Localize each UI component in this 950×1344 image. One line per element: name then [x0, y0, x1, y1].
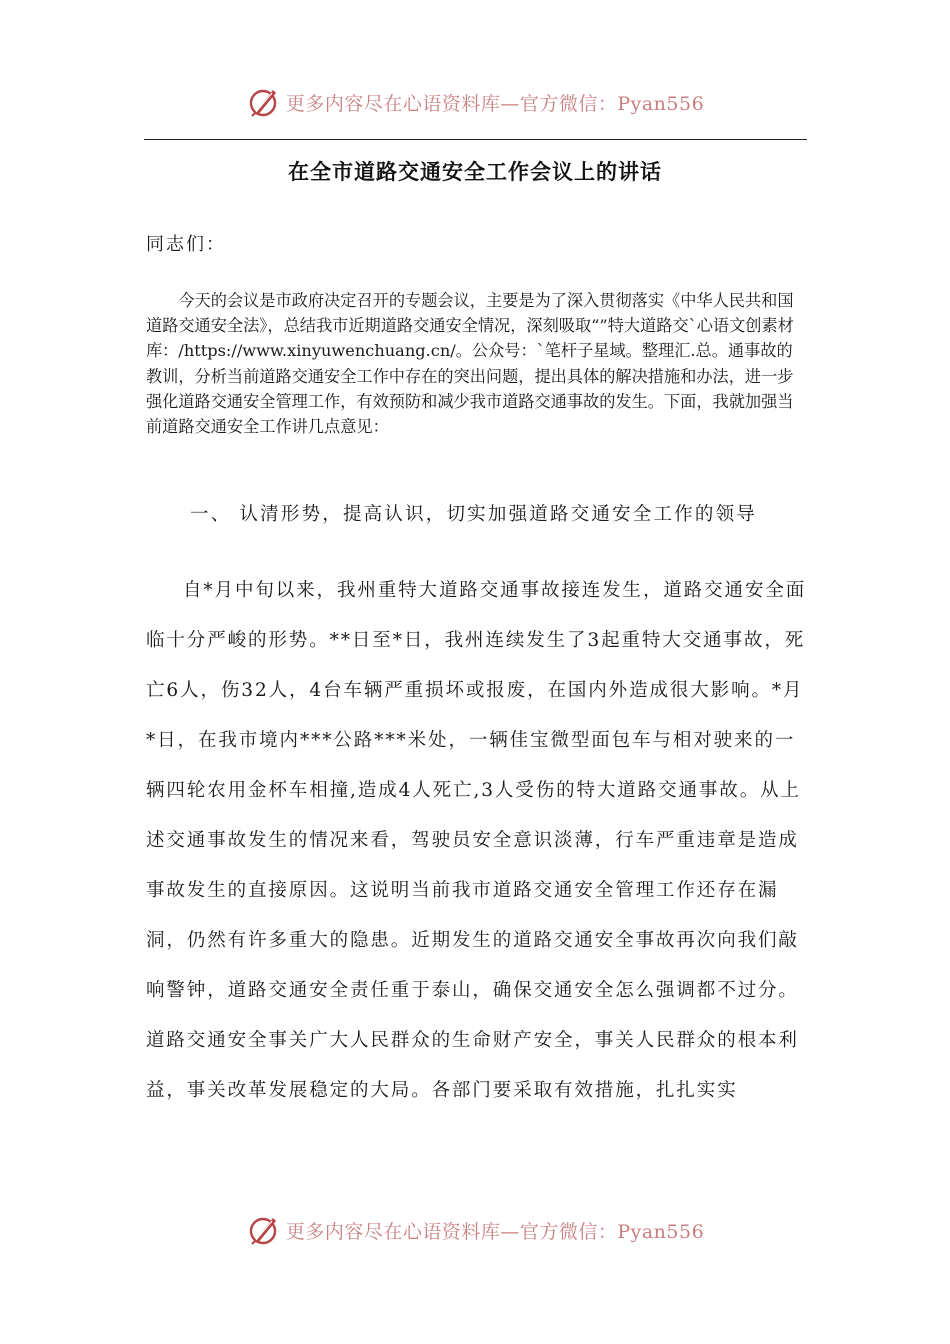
- salutation: 同志们：: [146, 234, 226, 255]
- header-banner: [0, 80, 950, 124]
- footer-banner: [0, 1208, 950, 1252]
- section-1-heading: 一、 认清形势，提高认识，切实加强道路交通安全工作的领导: [190, 504, 757, 525]
- document-title: 在全市道路交通安全工作会议上的讲话: [288, 160, 662, 184]
- quill-pen-logo-icon: [246, 84, 282, 120]
- header-rule: [144, 139, 807, 140]
- intro-paragraph: 今天的会议是市政府决定召开的专题会议，主要是为了深入贯彻落实《中华人民共和国道路交通安全法》，总结我市近期道路交通安全情况，深刻吸取“”特大道路交`心语文创素材库：/https://www.xinyuwenchuang.cn/。公众号：`笔杆子星域。整理汇.总。通事故的教训，分析当前道路交通安全工作中存在的突出问题，提出具体的解决措施和办法，进一步强化道路交通安全管理工作，有效预防和减少我市道路交通事故的发生。下面，我就加强当前道路交通安全工作讲几点意见：: [146, 291, 794, 437]
- header-banner-text: 更多内容尽在心语资料库—官方微信：Pyan556: [285, 92, 705, 115]
- footer-banner-text: 更多内容尽在心语资料库—官方微信：Pyan556: [285, 1220, 705, 1243]
- section-1-body: 自*月中旬以来，我州重特大道路交通事故接连发生，道路交通安全面临十分严峻的形势。**日至*日，我州连续发生了3起重特大交通事故，死亡6人，伤32人，4台车辆严重损坏或报废，在国内外造成很大影响。*月*日，在我市境内***公路***米处，一辆佳宝微型面包车与相对驶来的一辆四轮农用金杯车相撞,造成4人死亡,3人受伤的特大道路交通事故。从上述交通事故发生的情况来看，驾驶员安全意识淡薄，行车严重违章是造成事故发生的直接原因。这说明当前我市道路交通安全管理工作还存在漏洞，仍然有许多重大的隐患。近期发生的道路交通安全事故再次向我们敲响警钟，道路交通安全责任重于泰山，确保交通安全怎么强调都不过分。道路交通安全事关广大人民群众的生命财产安全，事关人民群众的根本利益，事关改革发展稳定的大局。各部门要采取有效措施，扎扎实实: [146, 580, 807, 1101]
- quill-pen-logo-icon: [246, 1212, 282, 1248]
